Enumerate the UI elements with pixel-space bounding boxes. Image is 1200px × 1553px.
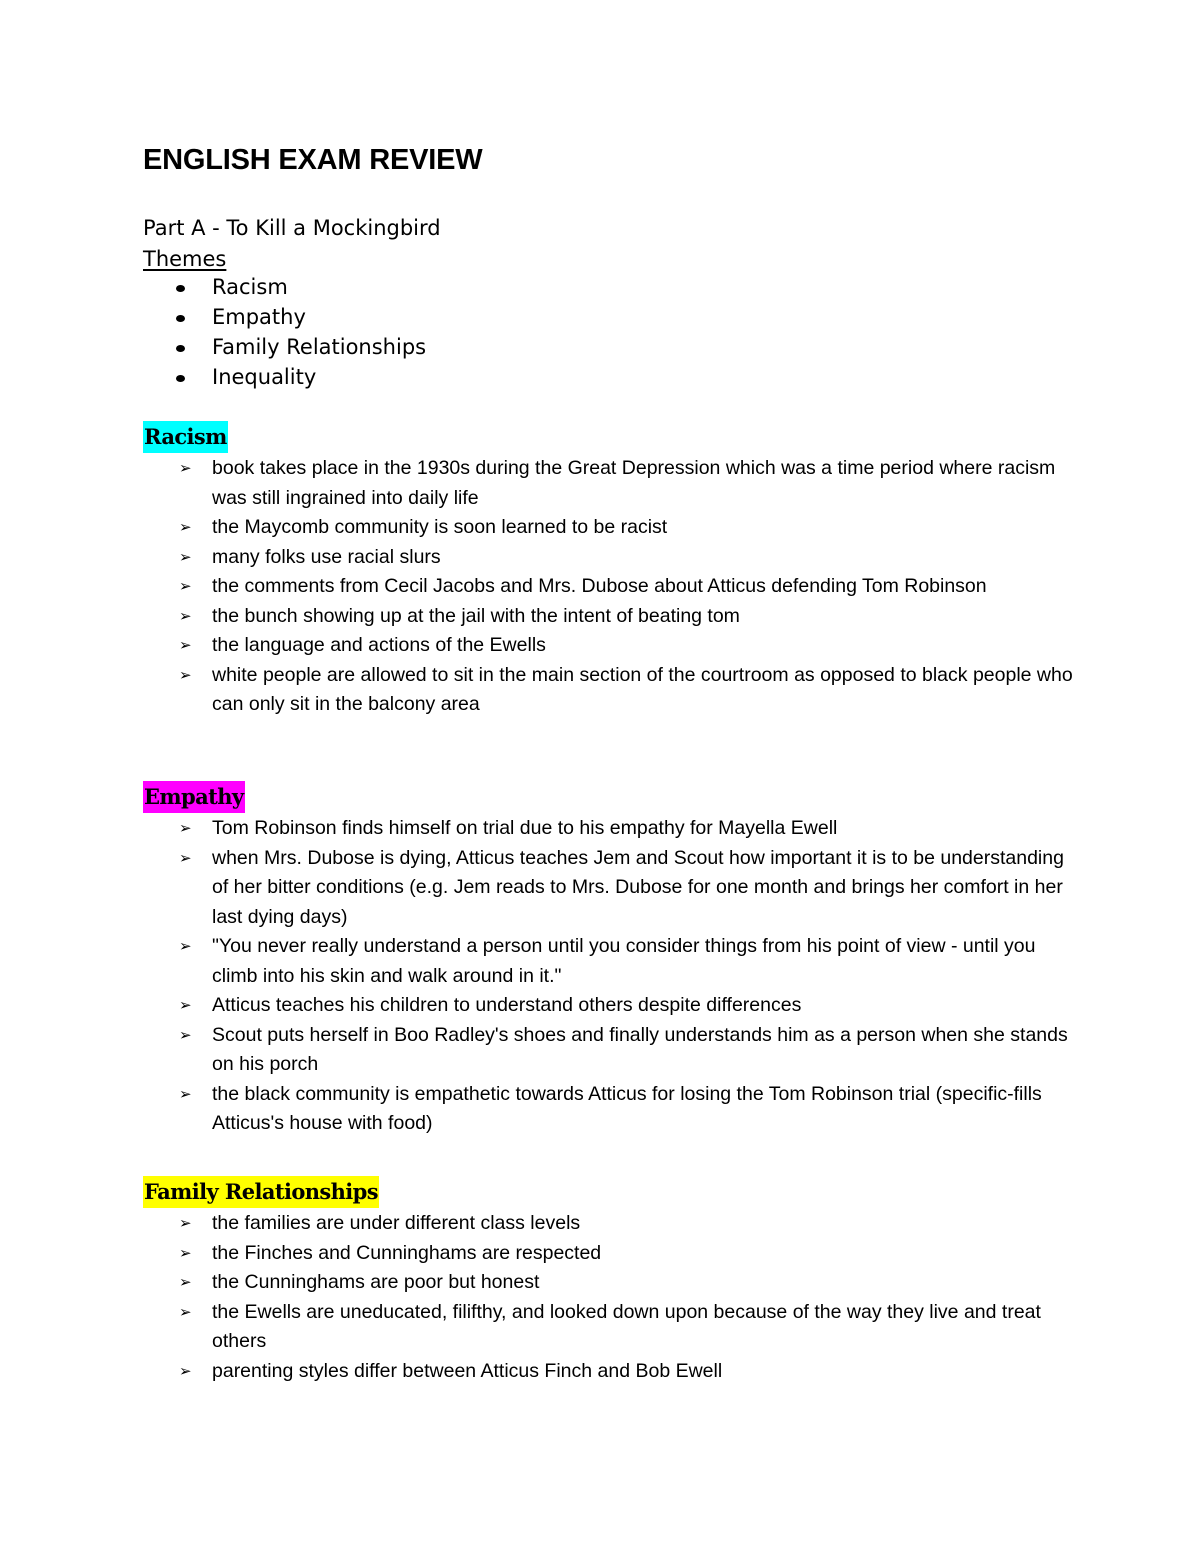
list-item: ➢ the Ewells are uneducated, filifthy, and looked down upon because of the way they live and treat others [143,1298,1073,1357]
section-racism [143,420,1073,720]
theme-label: Racism [212,275,288,299]
themes-list [143,272,426,392]
section-heading [143,780,1073,814]
point-list [143,454,1073,720]
list-item: ➢ the comments from Cecil Jacobs and Mrs. Dubose about Atticus defending Tom Robinson [143,572,1073,602]
list-item: ➢ Scout puts herself in Boo Radley's shoes and finally understands him as a person when she stands on his porch [143,1021,1073,1080]
arrowhead-bullet-icon: ➢ [179,518,192,536]
theme-item [143,302,426,332]
arrowhead-bullet-icon: ➢ [179,636,192,654]
section-heading [143,420,1073,454]
arrowhead-bullet-icon: ➢ [179,606,192,625]
themes-label: Themes [143,247,227,271]
disc-bullet-icon [176,285,185,292]
arrowhead-bullet-icon: ➢ [179,665,192,684]
section-family-relationships [143,1175,1073,1386]
list-item: ➢ Atticus teaches his children to understand others despite differences [143,991,1073,1021]
list-item: ➢ Tom Robinson finds himself on trial due to his empathy for Mayella Ewell [143,814,1073,844]
list-item: ➢ the families are under different class levels [143,1209,1073,1239]
arrowhead-bullet-icon: ➢ [179,996,192,1014]
section-heading [143,1175,1073,1209]
arrowhead-bullet-icon: ➢ [179,848,192,867]
disc-bullet-icon [176,345,185,352]
list-item: ➢ white people are allowed to sit in the main section of the courtroom as opposed to black people who can only sit in the balcony area [143,661,1073,720]
arrowhead-bullet-icon: ➢ [179,459,192,477]
document-title: ENGLISH EXAM REVIEW [143,144,483,176]
list-item: ➢ the black community is empathetic towards Atticus for losing the Tom Robinson trial (specific-fills Atticus's house with food) [143,1080,1073,1139]
list-item: ➢ the Cunninghams are poor but honest [143,1268,1073,1298]
arrowhead-bullet-icon: ➢ [179,819,192,837]
list-item: ➢ the Maycomb community is soon learned to be racist [143,513,1073,543]
arrowhead-bullet-icon: ➢ [179,1361,192,1380]
list-item: ➢ many folks use racial slurs [143,543,1073,573]
disc-bullet-icon [176,315,185,322]
list-item: ➢ parenting styles differ between Atticus Finch and Bob Ewell [143,1357,1073,1387]
section-heading-highlight: Empathy [143,781,245,813]
list-item: ➢ book takes place in the 1930s during the Great Depression which was a time period where racism was still ingrained into daily life [143,454,1073,513]
theme-item [143,272,426,302]
point-list [143,814,1073,1139]
list-item: ➢ when Mrs. Dubose is dying, Atticus teaches Jem and Scout how important it is to be understanding of her bitter conditions (e.g. Jem reads to Mrs. Dubose for one month and brings her comfort in her last dying days) [143,844,1073,933]
section-heading-highlight: Racism [143,421,228,453]
theme-label: Family Relationships [212,335,427,359]
arrowhead-bullet-icon: ➢ [179,937,192,955]
theme-item [143,362,426,392]
arrowhead-bullet-icon: ➢ [179,1273,192,1291]
part-title: Part A - To Kill a Mockingbird [143,216,441,240]
disc-bullet-icon [176,375,185,382]
arrowhead-bullet-icon: ➢ [179,547,192,566]
theme-item [143,332,426,362]
list-item: ➢ the Finches and Cunninghams are respected [143,1239,1073,1269]
arrowhead-bullet-icon: ➢ [179,1084,192,1103]
list-item: ➢ the language and actions of the Ewells [143,631,1073,661]
arrowhead-bullet-icon: ➢ [179,1302,192,1321]
arrowhead-bullet-icon: ➢ [179,1214,192,1232]
arrowhead-bullet-icon: ➢ [179,1025,192,1044]
section-empathy [143,780,1073,1139]
list-item: ➢ the bunch showing up at the jail with the intent of beating tom [143,602,1073,632]
arrowhead-bullet-icon: ➢ [179,1243,192,1262]
arrowhead-bullet-icon: ➢ [179,577,192,595]
section-heading-highlight: Family Relationships [143,1176,379,1208]
list-item: ➢ "You never really understand a person until you consider things from his point of view - until you climb into his skin and walk around in it." [143,932,1073,991]
theme-label: Empathy [212,305,306,329]
theme-label: Inequality [212,365,317,389]
point-list [143,1209,1073,1386]
